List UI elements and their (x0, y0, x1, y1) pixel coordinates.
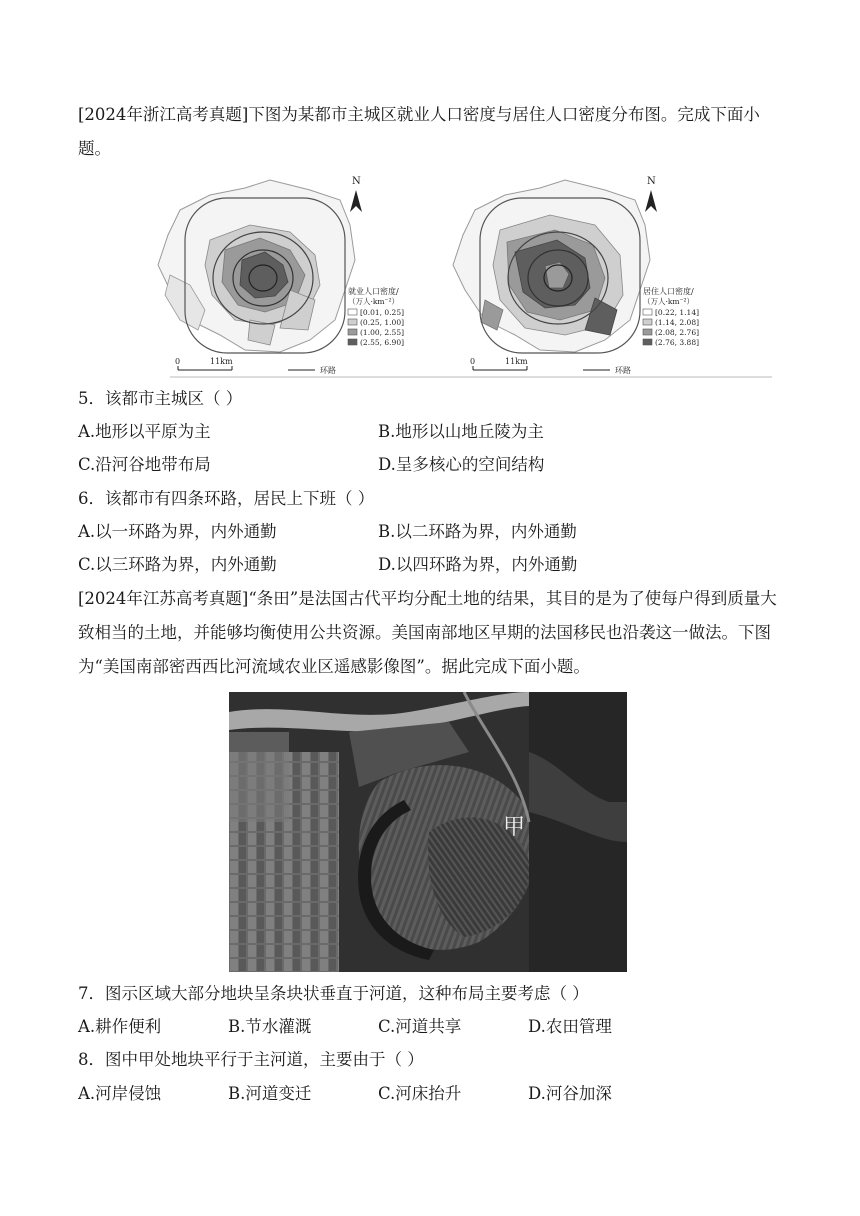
q6-option-c: C.以三环路为界，内外通勤 (78, 555, 277, 574)
q5-option-d: D.呈多核心的空间结构 (378, 455, 545, 474)
legend-unit-left: （万人·km⁻²） (348, 297, 400, 306)
legend-item-left-4: (2.55, 6.90] (360, 338, 405, 347)
north-label-left: N (352, 176, 361, 187)
employment-density-map (158, 176, 404, 375)
legend-item-right-1: [0.22, 1.14] (655, 308, 700, 317)
legend-item-left-2: (0.25, 1.00] (360, 318, 405, 327)
legend-item-right-4: (2.76, 3.88] (655, 338, 700, 347)
scale-zero-left: 0 (175, 357, 181, 366)
q8-option-a: A.河岸侵蚀 (78, 1084, 162, 1103)
legend-item-left-1: [0.01, 0.25] (360, 308, 405, 317)
population-density-maps (150, 170, 776, 380)
q7-option-a: A.耕作便利 (78, 1017, 162, 1036)
intro-paragraph-2: [2024年江苏高考真题]“条田”是法国古代平均分配土地的结果，其目的是为了使每户得到质量大致相当的土地，并能够均衡使用公共资源。美国南部地区早期的法国移民也沿袭这一做法。下图为“美国南部密西西比河流域农业区遥感影像图”。据此完成下面小题。 (78, 589, 777, 676)
legend-title-left: 就业人口密度/ (348, 287, 399, 296)
legend-item-right-2: (1.14, 2.08] (655, 318, 700, 327)
legend-item-right-3: (2.08, 2.76] (655, 328, 700, 337)
label-jia: 甲 (503, 815, 526, 840)
satellite-image (229, 692, 627, 972)
legend-right (643, 286, 699, 347)
question-7-stem: 7．图示区域大部分地块呈条块状垂直于河道，这种布局主要考虑（ ） (78, 984, 589, 1003)
q8-option-d: D.河谷加深 (528, 1084, 612, 1103)
ring-road-label-left: 环路 (320, 366, 336, 375)
scale-km-right: 11km (505, 357, 528, 366)
q6-option-b: B.以二环路为界，内外通勤 (378, 522, 577, 541)
q6-option-d: D.以四环路为界，内外通勤 (378, 555, 578, 574)
q7-option-d: D.农田管理 (528, 1017, 612, 1036)
legend-unit-right: （万人·km⁻²） (643, 297, 695, 306)
question-6-stem: 6．该都市有四条环路，居民上下班（ ） (78, 489, 375, 508)
q7-option-b: B.节水灌溉 (228, 1017, 312, 1036)
question-8-stem: 8．图中甲处地块平行于主河道，主要由于（ ） (78, 1050, 424, 1069)
q8-option-c: C.河床抬升 (378, 1084, 462, 1103)
scale-km-left: 11km (210, 357, 233, 366)
q5-option-b: B.地形以山地丘陵为主 (378, 422, 544, 441)
q8-option-b: B.河道变迁 (228, 1084, 312, 1103)
q5-option-c: C.沿河谷地带布局 (78, 455, 211, 474)
legend-title-right: 居住人口密度/ (643, 287, 694, 296)
intro-paragraph-1: [2024年浙江高考真题]下图为某都市主城区就业人口密度与居住人口密度分布图。完成下面小题。 (78, 105, 760, 158)
q7-option-c: C.河道共享 (378, 1017, 462, 1036)
ring-road-label-right: 环路 (615, 366, 631, 375)
q5-option-a: A.地形以平原为主 (78, 422, 211, 441)
residential-density-map (453, 176, 699, 375)
question-5-stem: 5．该都市主城区（ ） (78, 389, 243, 408)
north-label-right: N (647, 176, 656, 187)
q6-option-a: A.以一环路为界，内外通勤 (78, 522, 277, 541)
legend-left (348, 286, 404, 347)
scale-zero-right: 0 (470, 357, 476, 366)
legend-item-left-3: (1.00, 2.55] (360, 328, 405, 337)
